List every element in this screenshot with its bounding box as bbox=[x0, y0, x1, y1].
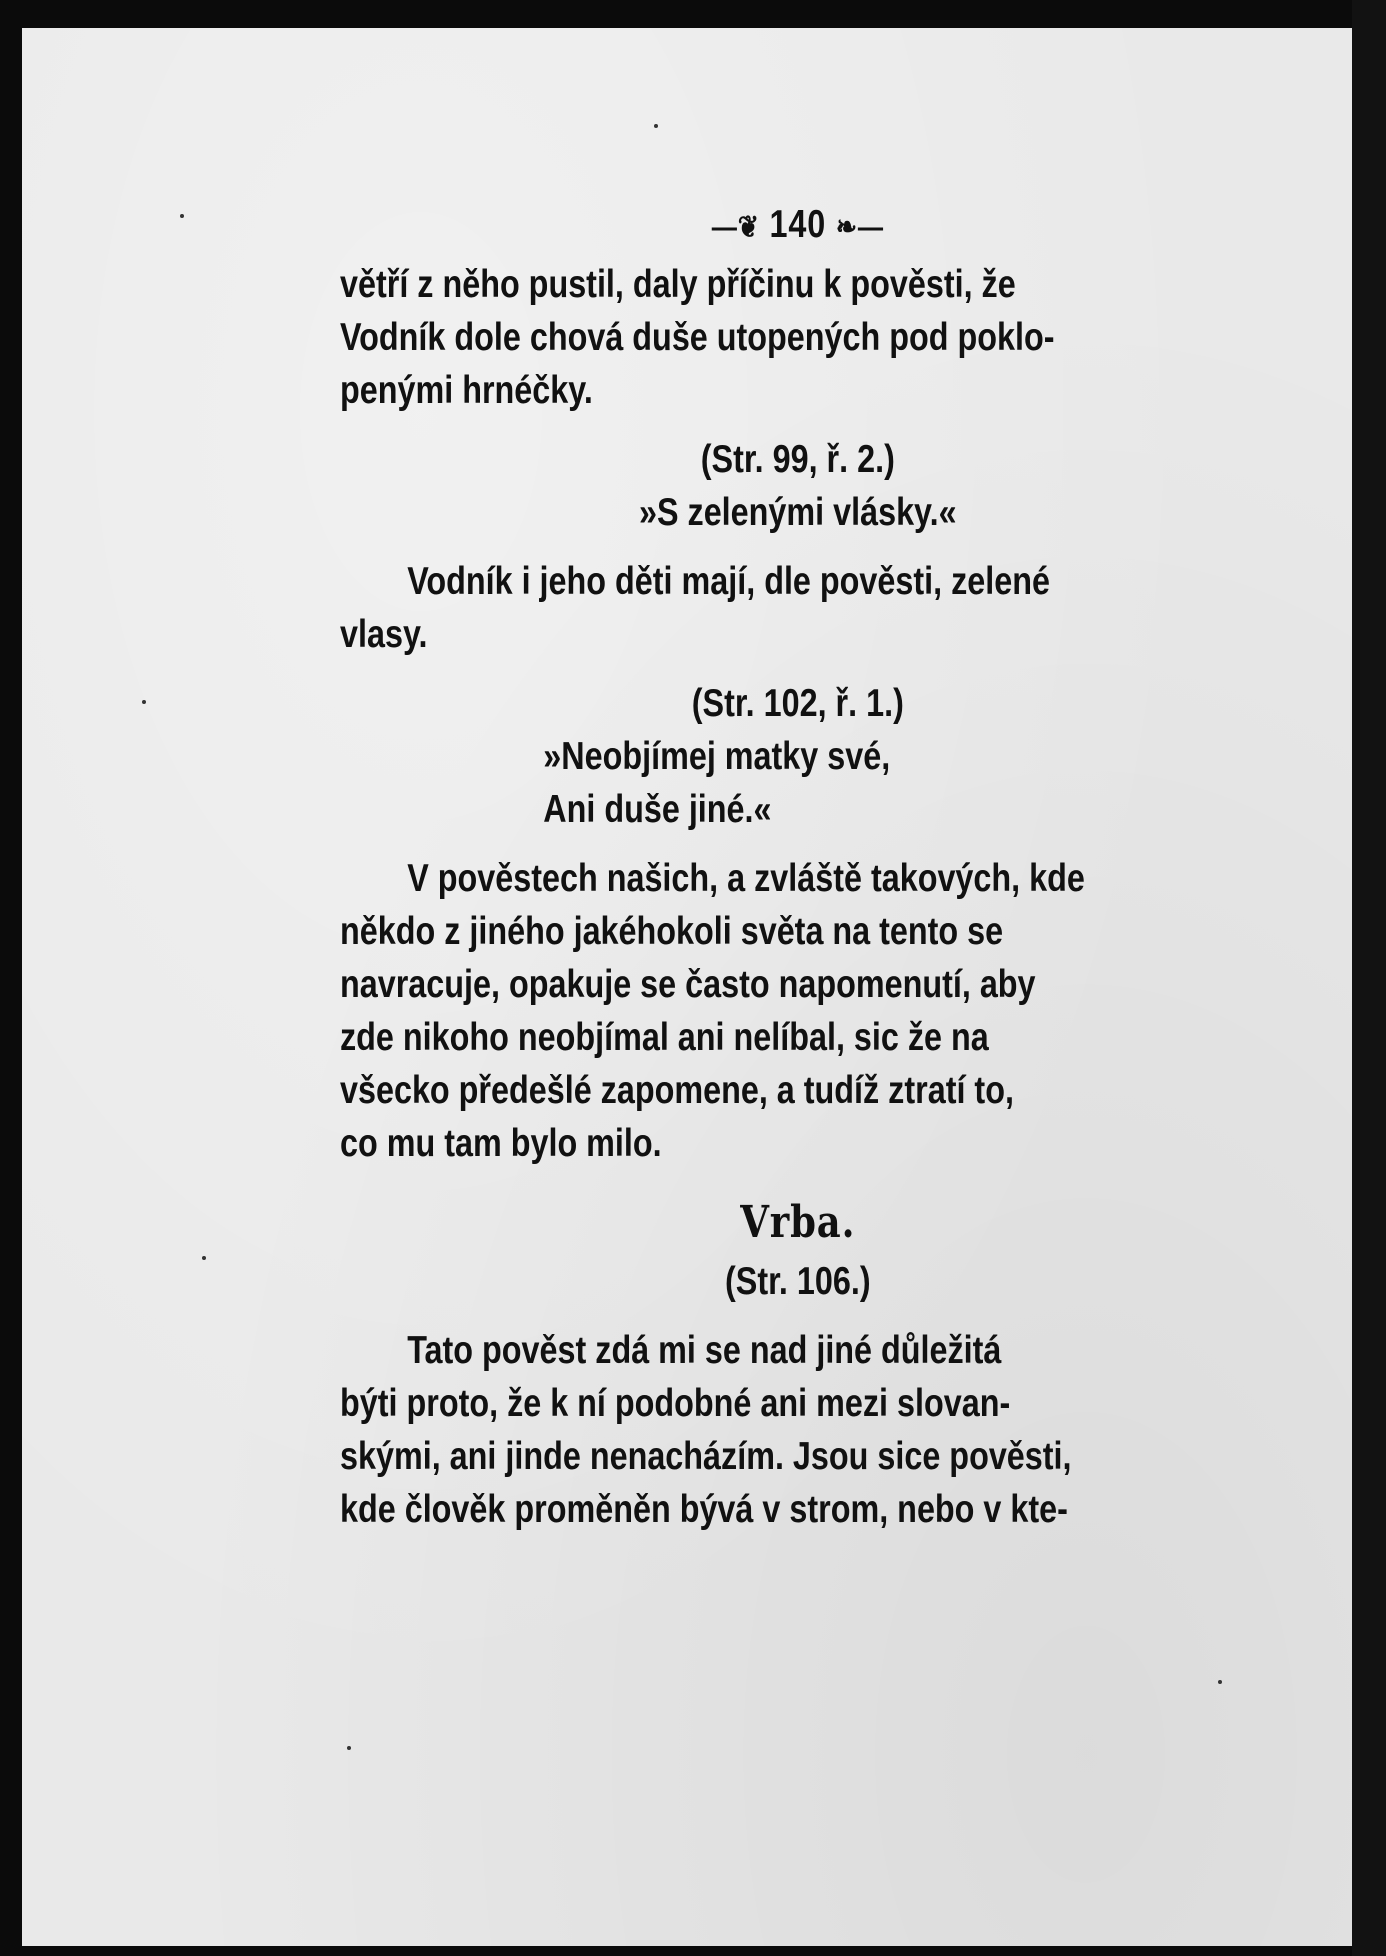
ink-speck bbox=[202, 1256, 206, 1260]
text-line: penými hrnéčky. bbox=[340, 369, 593, 412]
section-title: Vrba. bbox=[740, 1197, 856, 1248]
quote-line: Ani duše jiné.« bbox=[543, 788, 772, 831]
text-line: býti proto, že k ní podobné ani mezi slovan- bbox=[340, 1382, 1011, 1425]
citation: (Str. 106.) bbox=[724, 1260, 871, 1303]
section-vrba bbox=[340, 1196, 1256, 1308]
text-line: skými, ani jinde nenacházím. Jsou sice pověsti, bbox=[340, 1435, 1072, 1478]
paragraph-4 bbox=[340, 1324, 1256, 1536]
ink-speck bbox=[180, 214, 184, 218]
scan-edge-shadow bbox=[1352, 0, 1386, 1956]
text-line: někdo z jiného jakéhokoli světa na tento se bbox=[340, 910, 1004, 953]
ink-speck bbox=[1218, 1680, 1222, 1684]
ornament-right-icon: ❧— bbox=[835, 211, 884, 244]
text-line: vlasy. bbox=[340, 613, 428, 656]
ink-speck bbox=[654, 124, 658, 128]
ink-speck bbox=[347, 1746, 351, 1750]
paragraph-2 bbox=[340, 555, 1256, 661]
text-line: zde nikoho neobjímal ani nelíbal, sic že na bbox=[340, 1016, 989, 1059]
text-line: Vodník dole chová duše utopených pod poklo- bbox=[340, 316, 1055, 359]
quote: »S zelenými vlásky.« bbox=[638, 491, 957, 534]
text-line: co mu tam bylo milo. bbox=[340, 1122, 662, 1165]
text-line: všecko předešlé zapomene, a tudíž ztratí to, bbox=[340, 1069, 1014, 1112]
page-text bbox=[340, 198, 1109, 1536]
ink-speck bbox=[142, 700, 146, 704]
text-line: Vodník i jeho děti mají, dle pověsti, zelené bbox=[407, 560, 1050, 603]
citation: (Str. 102, ř. 1.) bbox=[691, 682, 904, 725]
paragraph-3 bbox=[340, 852, 1256, 1170]
paragraph-1 bbox=[340, 258, 1256, 417]
text-line: větří z něho pustil, daly příčinu k pověsti, že bbox=[340, 263, 1016, 306]
ornament-left-icon: —❦ bbox=[711, 211, 760, 244]
text-line: Tato pověst zdá mi se nad jiné důležitá bbox=[407, 1329, 1002, 1372]
page-header bbox=[340, 198, 1256, 254]
reference-1 bbox=[340, 433, 1256, 539]
page-number: 140 bbox=[769, 203, 827, 246]
citation: (Str. 99, ř. 2.) bbox=[700, 438, 895, 481]
text-line: navracuje, opakuje se často napomenutí, aby bbox=[340, 963, 1036, 1006]
reference-2 bbox=[340, 677, 1256, 836]
text-line: V pověstech našich, a zvláště takových, kde bbox=[407, 857, 1085, 900]
quote-line: »Neobjímej matky své, bbox=[543, 735, 891, 778]
text-line: kde člověk proměněn bývá v strom, nebo v kte- bbox=[340, 1488, 1068, 1531]
